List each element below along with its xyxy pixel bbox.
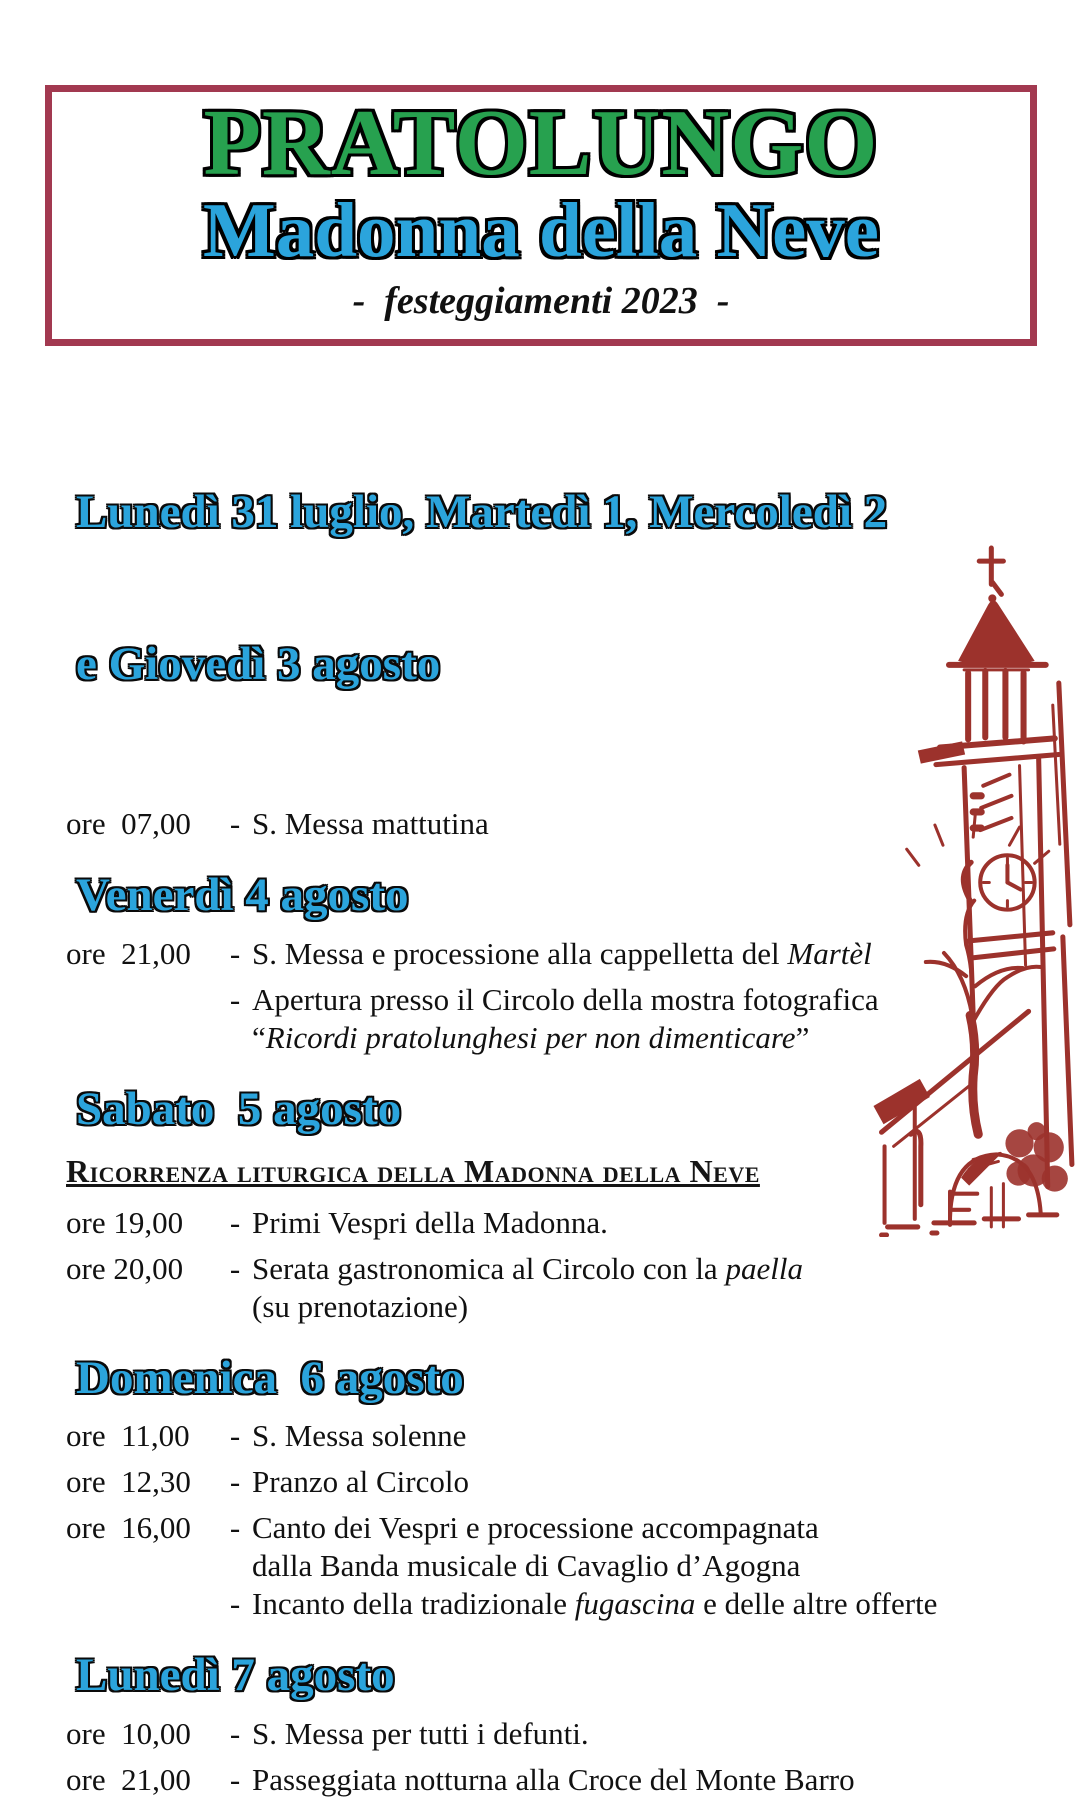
event-description: Canto dei Vespri e processione accompagnata: [252, 1510, 819, 1546]
italic-text: Ricordi pratolunghesi per non dimenticare: [265, 1019, 796, 1055]
time-label: ore 19,00: [66, 1204, 184, 1240]
schedule-row: [66, 1288, 1080, 1325]
italic-text: Martèl: [787, 935, 872, 971]
dash-separator: -: [229, 1510, 241, 1546]
dash-separator: -: [229, 1418, 241, 1454]
section-lunedi-7-agosto: [66, 1650, 1080, 1798]
schedule-row: [66, 1463, 1080, 1500]
event-text: e delle altre offerte: [695, 1586, 938, 1622]
time-label: ore 21,00: [66, 1762, 191, 1797]
dash-separator: -: [229, 1464, 241, 1500]
section-heading: Sabato 5 agosto: [76, 1082, 402, 1135]
quote-open: “: [252, 1019, 266, 1055]
schedule-row: [66, 1715, 1080, 1752]
schedule-row: [66, 1585, 1080, 1622]
dash-separator: -: [229, 1586, 241, 1622]
schedule-row: [66, 1547, 1080, 1584]
event-text: S. Messa e processione alla cappelletta del: [252, 935, 788, 971]
event-text: Incanto della tradizionale: [252, 1586, 575, 1622]
event-description: (su prenotazione): [252, 1288, 469, 1324]
time-label: ore 21,00: [66, 935, 191, 971]
event-text: Serata gastronomica al Circolo con la: [252, 1250, 726, 1286]
dash-separator: -: [229, 1250, 241, 1286]
dash-separator: -: [229, 1762, 241, 1797]
dash-separator: -: [229, 1204, 241, 1240]
title-madonna-della-neve: Madonna della Neve: [203, 186, 879, 273]
heading-line-2: e Giovedì 3 agosto: [76, 637, 441, 690]
event-description: S. Messa per tutti i defunti.: [252, 1716, 589, 1751]
event-description: dalla Banda musicale di Cavaglio d’Agogna: [252, 1548, 801, 1584]
time-label: ore 20,00: [66, 1250, 184, 1286]
dash-separator: -: [229, 1716, 241, 1751]
event-description: Pranzo al Circolo: [252, 1464, 469, 1500]
subtitle-festeggiamenti: - festeggiamenti 2023 -: [352, 279, 730, 322]
church-sketch-illustration: [818, 542, 1076, 1237]
italic-text: paella: [725, 1250, 803, 1286]
event-description: Passeggiata notturna alla Croce del Monte Barro: [252, 1762, 855, 1797]
section-heading: Lunedì 7 agosto: [76, 1649, 395, 1702]
event-description: S. Messa mattutina: [252, 806, 489, 841]
liturgical-subheading: Ricorrenza liturgica della Madonna della Neve: [66, 1152, 760, 1189]
event-description: Apertura presso il Circolo della mostra fotografica: [252, 981, 879, 1017]
time-label: ore 16,00: [66, 1510, 191, 1546]
section-rows: [66, 1715, 1080, 1798]
event-description: [252, 1250, 1080, 1287]
dash-separator: -: [229, 981, 241, 1017]
event-description: S. Messa solenne: [252, 1418, 467, 1454]
quote-close: ”: [795, 1019, 810, 1055]
time-label: ore 11,00: [66, 1418, 190, 1454]
section-heading: Venerdì 4 agosto: [76, 869, 409, 921]
cross-icon: [979, 548, 1003, 594]
section-heading: Domenica 6 agosto: [76, 1351, 464, 1404]
dash-separator: -: [229, 935, 241, 971]
time-label: ore 12,30: [66, 1464, 191, 1500]
dash-separator: -: [229, 806, 241, 841]
title-pratolungo: PRATOLUNGO: [203, 91, 879, 195]
time-label: ore 10,00: [66, 1716, 191, 1751]
schedule-row: [66, 1250, 1080, 1287]
italic-text: fugascina: [574, 1586, 696, 1622]
schedule-row: [66, 1417, 1080, 1454]
schedule-row: [66, 1509, 1080, 1546]
section-domenica-6-agosto: [66, 1353, 1080, 1623]
time-label: ore 07,00: [66, 806, 191, 841]
schedule-row: [66, 1761, 1080, 1798]
event-description: Primi Vespri della Madonna.: [252, 1204, 608, 1240]
section-rows: [66, 1417, 1080, 1622]
event-description: [252, 1585, 1080, 1622]
heading-line-1: Lunedì 31 luglio, Martedì 1, Mercoledì 2: [76, 485, 888, 538]
poster-frame: [45, 85, 1037, 346]
